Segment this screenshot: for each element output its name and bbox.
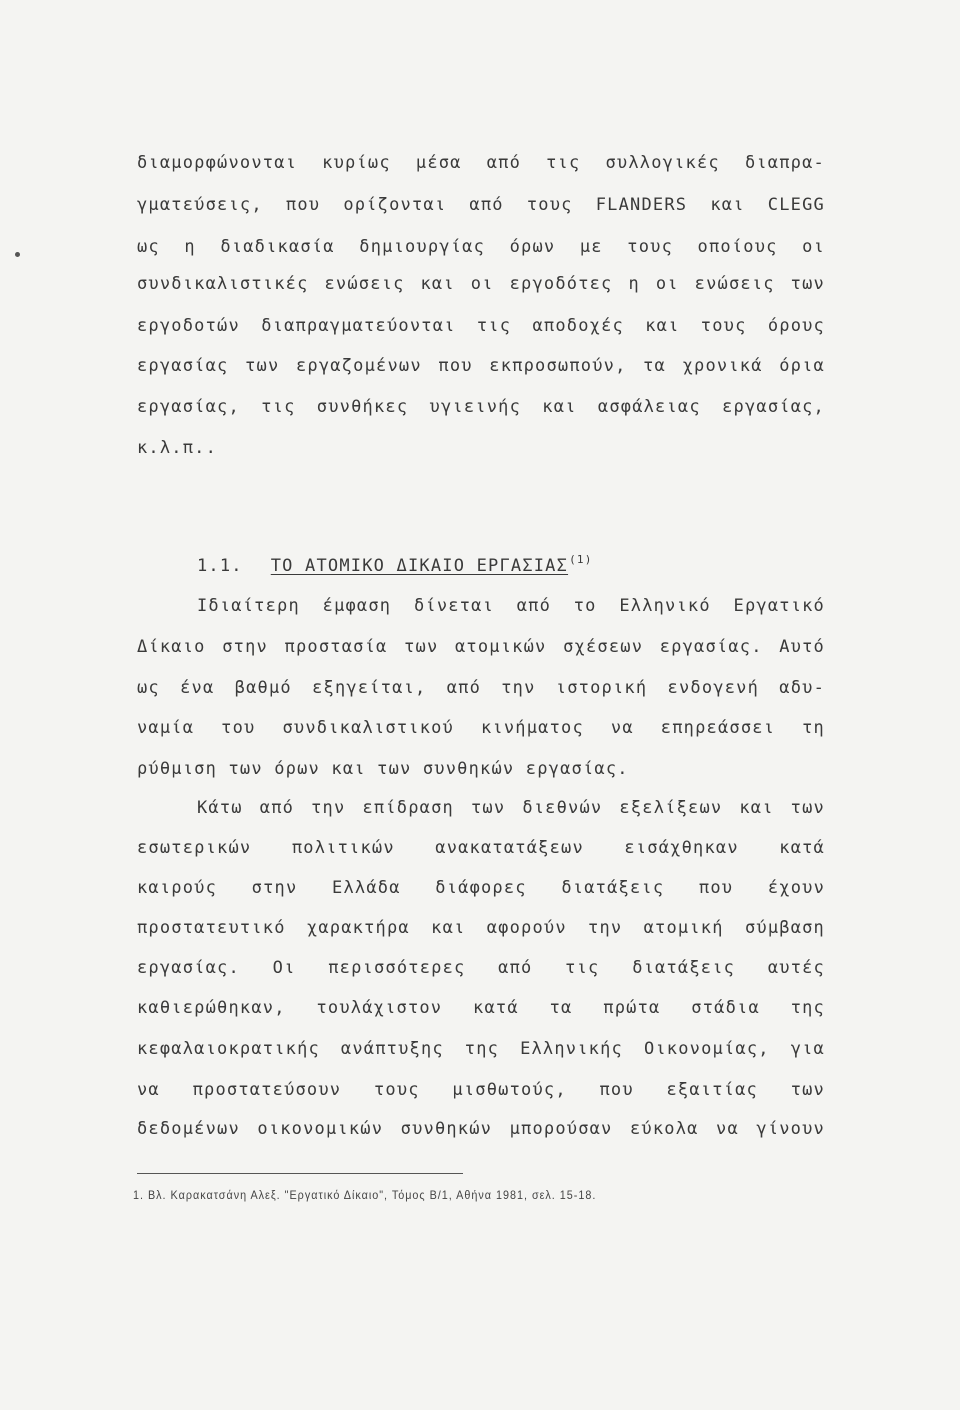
text-line: Δίκαιο στην προστασία των ατομικών σχέσεων εργασίας. Αυτό (137, 637, 825, 657)
text-line: συνδικαλιστικές ενώσεις και οι εργοδότες η οι ενώσεις των (137, 274, 825, 294)
text-line: κεφαλαιοκρατικής ανάπτυξης της Ελληνικής Οικονομίας, για (137, 1039, 825, 1059)
text-line: ρύθμιση των όρων και των συνθηκών εργασίας. (137, 759, 629, 779)
footnote-divider (137, 1173, 463, 1174)
text-line: εργασίας, τις συνθήκες υγιεινής και ασφάλειας εργασίας, (137, 397, 825, 417)
text-line: εσωτερικών πολιτικών ανακατατάξεων εισάχθηκαν κατά (137, 838, 825, 858)
text-line: να προστατεύσουν τους μισθωτούς, που εξαιτίας των (137, 1080, 825, 1100)
text-line: κ.λ.π.. (137, 438, 218, 458)
text-line: Κάτω από την επίδραση των διεθνών εξελίξεων και των (197, 798, 825, 818)
margin-mark (15, 252, 20, 257)
section-number: 1.1. (197, 556, 243, 576)
text-line: εργασίας. Οι περισσότερες από τις διατάξεις αυτές (137, 958, 825, 978)
text-line: Ιδιαίτερη έμφαση δίνεται από το Ελληνικό Εργατικό (197, 596, 825, 616)
footnote-ref: (1) (569, 553, 593, 566)
text-line: ως η διαδικασία δημιουργίας όρων με τους οποίους οι (137, 237, 825, 257)
text-line: εργοδοτών διαπραγματεύονται τις αποδοχές και τους όρους (137, 316, 825, 336)
text-line: ναμία του συνδικαλιστικού κινήματος να επηρεάσσει τη (137, 718, 825, 738)
text-line: δεδομένων οικονομικών συνθηκών μπορούσαν εύκολα να γίνουν (137, 1119, 825, 1139)
text-line: καθιερώθηκαν, τουλάχιστον κατά τα πρώτα στάδια της (137, 998, 825, 1018)
text-line: διαμορφώνονται κυρίως μέσα από τις συλλογικές διαπρα- (137, 153, 825, 173)
section-title: ΤΟ ΑΤΟΜΙΚΟ ΔΙΚΑΙΟ ΕΡΓΑΣΙΑΣ (270, 556, 569, 576)
text-line: εργασίας των εργαζομένων που εκπροσωπούν, τα χρονικά όρια (137, 356, 825, 376)
text-line: ως ένα βαθμό εξηγείται, από την ιστορική ενδογενή αδυ- (137, 678, 825, 698)
text-line: καιρούς στην Ελλάδα διάφορες διατάξεις που έχουν (137, 878, 825, 898)
footnote: 1. Βλ. Καρακατσάνη Αλεξ. "Εργατικό Δίκαιο", Τόμος Β/1, Αθήνα 1981, σελ. 15-18. (133, 1188, 597, 1202)
text-line: γματεύσεις, που ορίζονται από τους FLANDERS και CLEGG (137, 195, 825, 215)
section-heading (197, 553, 593, 576)
text-line: προστατευτικό χαρακτήρα και αφορούν την ατομική σύμβαση (137, 918, 825, 938)
